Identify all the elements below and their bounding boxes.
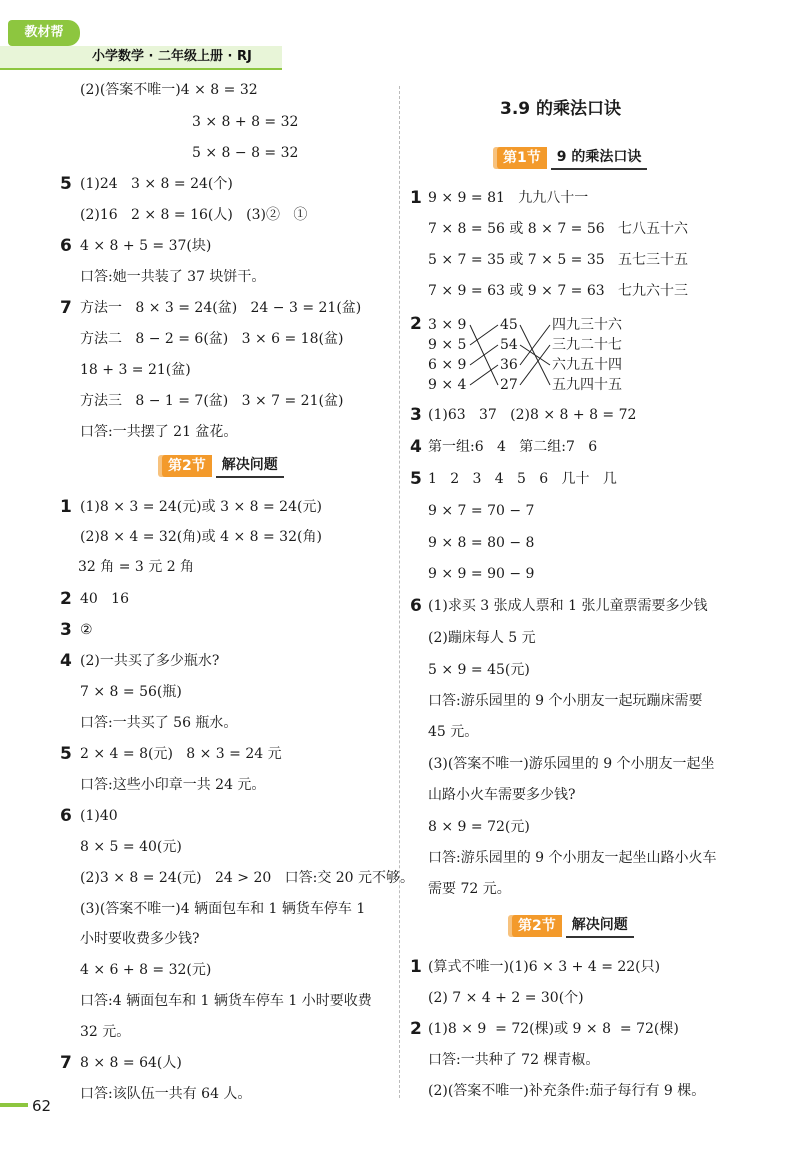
answer-line: 3 × 8 + 8 = 32 <box>192 114 299 130</box>
match-mid-item: 36 <box>500 357 518 373</box>
answer-line: (1)40 <box>80 808 118 824</box>
question-number: 1 <box>410 188 422 208</box>
match-left-item: 9 × 4 <box>428 377 467 393</box>
answer-line: 7 × 8 = 56 或 8 × 7 = 56 七八五十六 <box>428 221 689 237</box>
match-right-item: 五九四十五 <box>552 377 622 393</box>
answer-line: 4 × 6 + 8 = 32(元) <box>80 962 212 978</box>
answer-line: 32 元。 <box>80 1024 131 1040</box>
question-number: 3 <box>60 620 72 640</box>
answer-line: (3)(答案不唯一)游乐园里的 9 个小朋友一起坐 <box>428 756 715 772</box>
answer-line: 1 2 3 4 5 6 几十 几 <box>428 471 617 487</box>
section-title: 解决问题 <box>566 914 634 938</box>
answer-line: 口答:游乐园里的 9 个小朋友一起玩蹦床需要 <box>428 693 703 709</box>
answer-line: 8 × 8 = 64(人) <box>80 1055 182 1071</box>
match-left-item: 9 × 5 <box>428 337 467 353</box>
match-left-item: 6 × 9 <box>428 357 467 373</box>
question-number: 7 <box>60 1053 72 1073</box>
answer-line: 口答:她一共装了 37 块饼干。 <box>80 269 266 285</box>
question-number: 2 <box>410 314 422 334</box>
question-number: 3 <box>410 405 422 425</box>
match-mid-item: 45 <box>500 317 518 333</box>
answer-line: (2)8 × 4 = 32(角)或 4 × 8 = 32(角) <box>80 529 322 545</box>
answer-line: 45 元。 <box>428 724 479 740</box>
section-heading <box>512 914 634 938</box>
connector-line <box>520 345 550 385</box>
answer-line: 需要 72 元。 <box>428 881 511 897</box>
answer-line: (算式不唯一)(1)6 × 3 + 4 = 22(只) <box>428 959 661 975</box>
answer-line: (2)蹦床每人 5 元 <box>428 630 536 646</box>
page-number-bar <box>0 1103 28 1107</box>
answer-line: 口答:一共买了 56 瓶水。 <box>80 715 238 731</box>
answer-line: 小时要收费多少钱? <box>80 931 200 947</box>
answer-line: 口答:4 辆面包车和 1 辆货车停车 1 小时要收费 <box>80 993 372 1009</box>
answer-line: 7 × 9 = 63 或 9 × 7 = 63 七九六十三 <box>428 283 689 299</box>
answer-line: 方法三 8 − 1 = 7(盆) 3 × 7 = 21(盆) <box>80 393 344 409</box>
answer-line: 18 + 3 = 21(盆) <box>80 362 191 378</box>
answer-line: (2)一共买了多少瓶水? <box>80 653 220 669</box>
answer-line: 9 × 7 = 70 − 7 <box>428 503 535 519</box>
answer-line: (2) 7 × 4 + 2 = 30(个) <box>428 990 584 1006</box>
question-number: 5 <box>60 744 72 764</box>
answer-line: (1)8 × 3 = 24(元)或 3 × 8 = 24(元) <box>80 499 322 515</box>
chapter-title: 3.9 的乘法口诀 <box>500 99 622 119</box>
answer-line: (1)求买 3 张成人票和 1 张儿童票需要多少钱 <box>428 598 708 614</box>
answer-line: 口答:该队伍一共有 64 人。 <box>80 1086 252 1102</box>
answer-line: 5 × 8 − 8 = 32 <box>192 145 299 161</box>
answer-line: 4 × 8 + 5 = 37(块) <box>80 238 212 254</box>
connector-line <box>470 345 498 365</box>
answer-line: 口答:一共摆了 21 盆花。 <box>80 424 238 440</box>
answer-line: 7 × 8 = 56(瓶) <box>80 684 182 700</box>
answer-line: 5 × 7 = 35 或 7 × 5 = 35 五七三十五 <box>428 252 689 268</box>
answer-line: (2)(答案不唯一)4 × 8 = 32 <box>80 82 258 98</box>
answer-line: 9 × 8 = 80 − 8 <box>428 535 535 551</box>
book-title: 小学数学 · 二年级上册 · RJ <box>92 49 252 64</box>
question-number: 4 <box>60 651 72 671</box>
answer-line: 方法二 8 − 2 = 6(盆) 3 × 6 = 18(盆) <box>80 331 344 347</box>
question-number: 7 <box>60 298 72 318</box>
question-number: 6 <box>60 806 72 826</box>
answer-line: 口答:这些小印章一共 24 元。 <box>80 777 266 793</box>
match-right-item: 六九五十四 <box>552 357 622 373</box>
question-number: 5 <box>410 469 422 489</box>
answer-line: 5 × 9 = 45(元) <box>428 662 530 678</box>
connector-line <box>520 345 550 365</box>
answer-line: (2)16 2 × 8 = 16(人) (3)② ① <box>80 207 308 223</box>
section-badge: 第2节 <box>162 455 212 477</box>
question-number: 1 <box>410 957 422 977</box>
section-title: 9 的乘法口诀 <box>551 146 648 170</box>
match-mid-item: 54 <box>500 337 518 353</box>
question-number: 6 <box>410 596 422 616</box>
section-badge: 第1节 <box>497 147 547 169</box>
answer-line: 第一组:6 4 第二组:7 6 <box>428 439 598 455</box>
answer-line: 口答:一共种了 72 棵青椒。 <box>428 1052 600 1068</box>
question-number: 4 <box>410 437 422 457</box>
brand-tag: 教材帮 <box>8 20 80 46</box>
match-left-item: 3 × 9 <box>428 317 467 333</box>
answer-line: 9 × 9 = 90 − 9 <box>428 566 535 582</box>
page-number: 62 <box>32 1097 52 1115</box>
answer-line: (1)8 × 9 = 72(棵)或 9 × 8 = 72(棵) <box>428 1021 679 1037</box>
answer-line: (2)3 × 8 = 24(元) 24 > 20 口答:交 20 元不够。 <box>80 870 415 886</box>
question-number: 2 <box>410 1019 422 1039</box>
answer-line: (3)(答案不唯一)4 辆面包车和 1 辆货车停车 1 <box>80 901 366 917</box>
answer-line: 32 角 = 3 元 2 角 <box>78 559 195 575</box>
section-title: 解决问题 <box>216 454 284 478</box>
answer-line: ② <box>80 622 93 638</box>
connector-line <box>520 325 550 365</box>
answer-line: 8 × 9 = 72(元) <box>428 819 530 835</box>
question-number: 2 <box>60 589 72 609</box>
answer-line: (2)(答案不唯一)补充条件:茄子每行有 9 棵。 <box>428 1083 706 1099</box>
answer-line: 8 × 5 = 40(元) <box>80 839 182 855</box>
answer-line: 山路小火车需要多少钱? <box>428 787 576 803</box>
match-right-item: 三九二十七 <box>552 337 622 353</box>
question-number: 5 <box>60 174 72 194</box>
answer-line: (1)63 37 (2)8 × 8 + 8 = 72 <box>428 407 637 423</box>
answer-line: 口答:游乐园里的 9 个小朋友一起坐山路小火车 <box>428 850 717 866</box>
answer-line: (1)24 3 × 8 = 24(个) <box>80 176 233 192</box>
question-number: 1 <box>60 497 72 517</box>
match-mid-item: 27 <box>500 377 518 393</box>
answer-line: 2 × 4 = 8(元) 8 × 3 = 24 元 <box>80 746 282 762</box>
answer-line: 40 16 <box>80 591 129 607</box>
answer-line: 9 × 9 = 81 九九八十一 <box>428 190 589 206</box>
answer-line: 方法一 8 × 3 = 24(盆) 24 − 3 = 21(盆) <box>80 300 362 316</box>
section-badge: 第2节 <box>512 915 562 937</box>
question-number: 6 <box>60 236 72 256</box>
match-right-item: 四九三十六 <box>552 317 622 333</box>
